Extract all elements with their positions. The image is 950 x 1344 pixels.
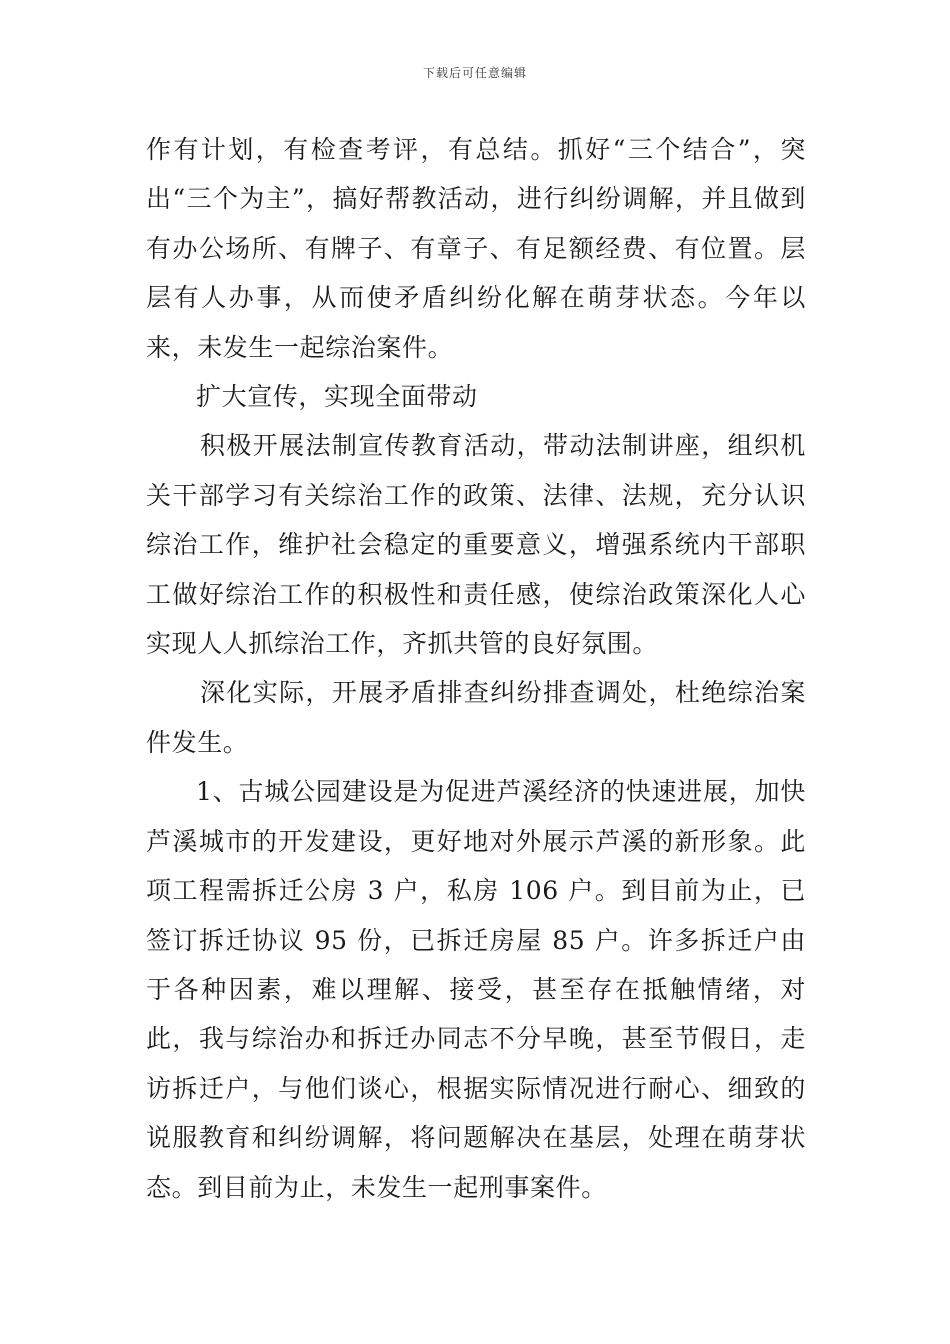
page-header: 下载后可任意编辑 [422, 66, 527, 80]
paragraph-publicity: 积极开展法制宣传教育活动，带动法制讲座，组织机关干部学习有关综治工作的政策、法律、法规，充分认识综治工作，维护社会稳定的重要意义，增强系统内干部职工做好综治工作的积极性和责任感，使综治政策深化人心实现人人抓综治工作，齐抓共管的良好氛围。 [146, 431, 806, 659]
section-heading-dispute-resolution: 深化实际，开展矛盾排查纠纷排查调处，杜绝综治案件发生。 [146, 678, 806, 757]
paragraph-continuation: 作有计划，有检查考评，有总结。抓好“三个结合”，突出“三个为主”，搞好帮教活动，进行纠纷调解，并且做到有办公场所、有牌子、有章子、有足额经费、有位置。层层有人办事，从而使矛盾纠纷化解在萌芽状态。今年以来，未发生一起综治案件。 [146, 135, 806, 362]
document-body [146, 125, 806, 1212]
paragraph-park-construction: 1、古城公园建设是为促进芦溪经济的快速进展，加快芦溪城市的开发建设，更好地对外展示芦溪的新形象。此项工程需拆迁公房 3 户，私房 106 户。到目前为止，已签订拆迁协议 95 份，已拆迁房屋 85 户。许多拆迁户由于各种因素，难以理解、接受，甚至存在抵触情绪，对此，我与综治办和拆迁办同志不分早晚，甚至节假日，走访拆迁户，与他们谈心，根据实际情况进行耐心、细致的说服教育和纠纷调解，将问题解决在基层，处理在萌芽状态。到目前为止，未发生一起刑事案件。 [146, 777, 806, 1202]
section-heading-publicity: 扩大宣传，实现全面带动 [196, 382, 478, 412]
